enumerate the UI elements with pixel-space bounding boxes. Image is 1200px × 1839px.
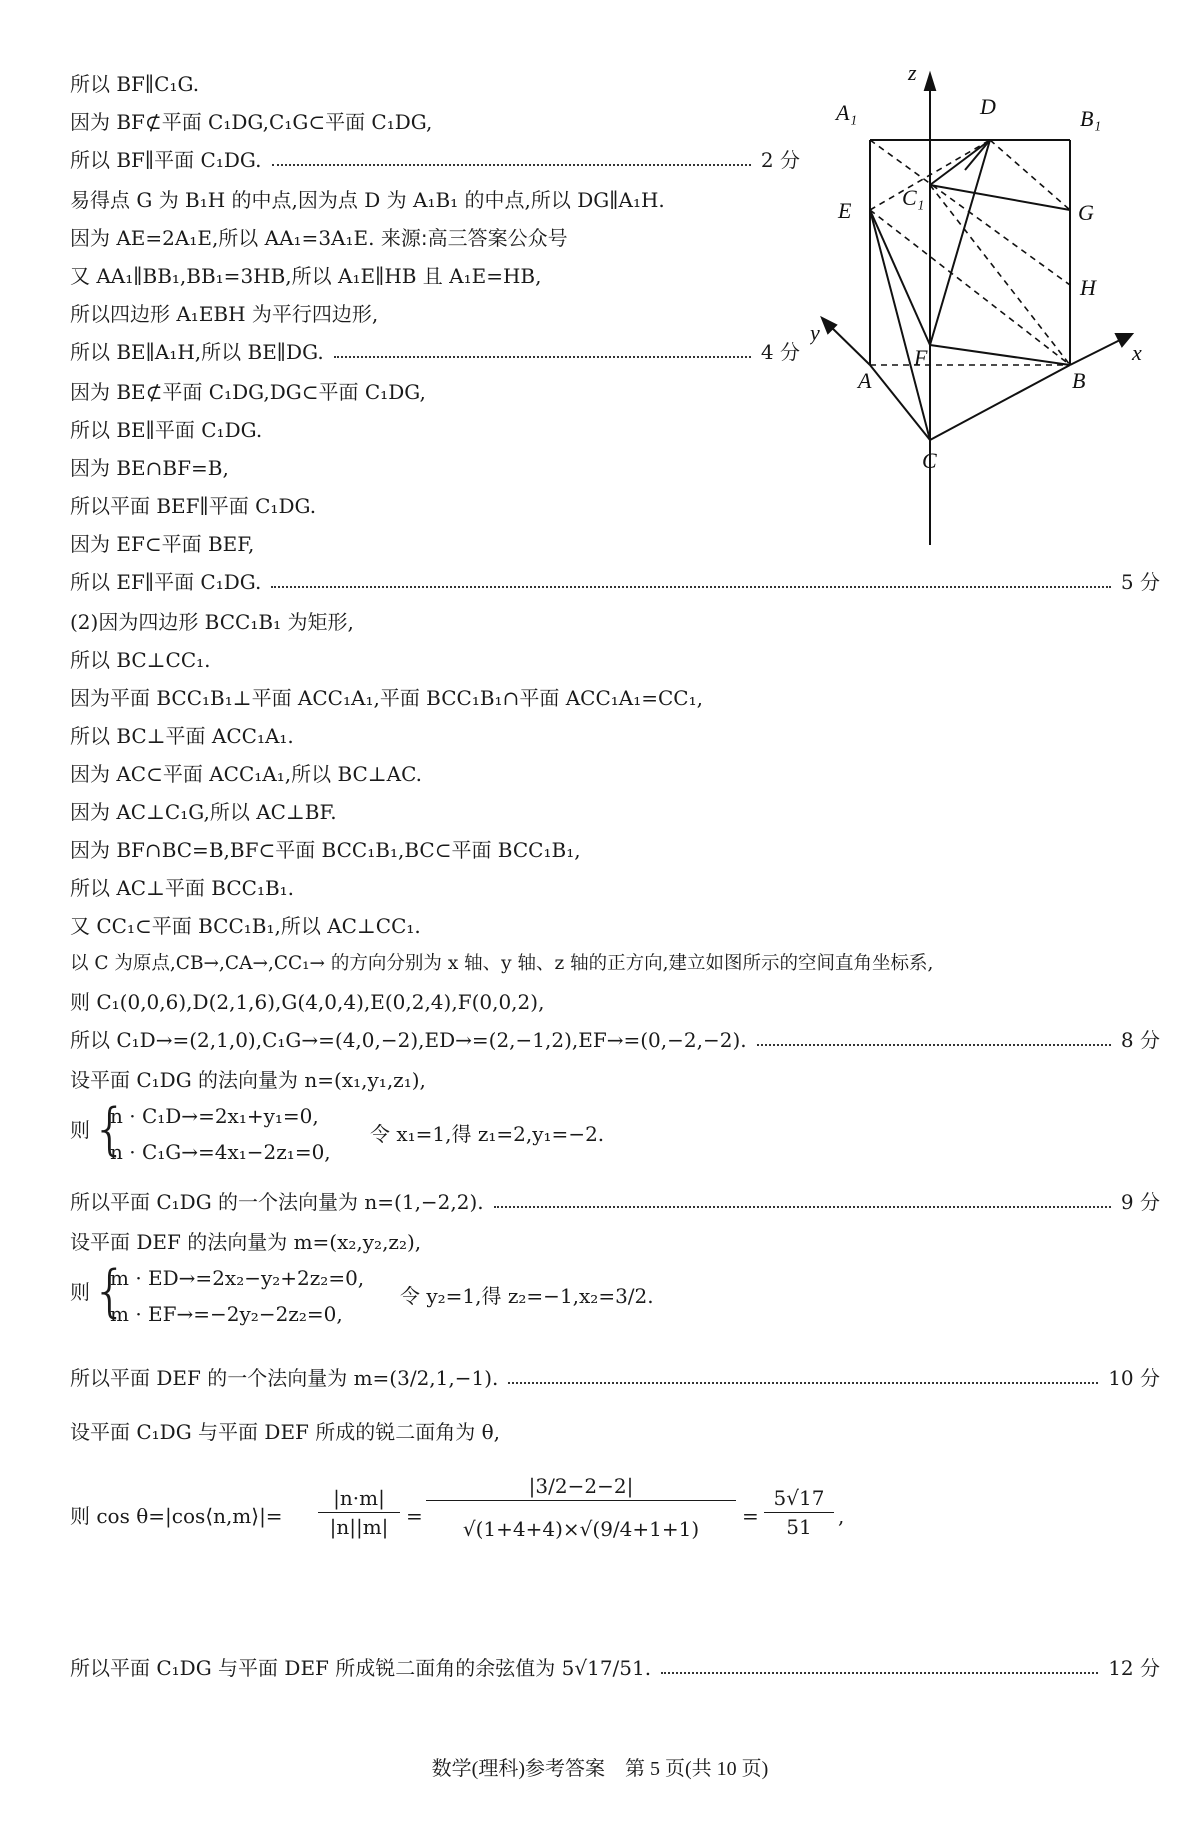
- x-axis-arrow: [1116, 334, 1132, 346]
- prism-figure: [810, 70, 1190, 550]
- page-footer: 数学(理科)参考答案 第 5 页(共 10 页): [431, 1758, 769, 1780]
- text-line: 所以平面 BEF∥平面 C₁DG.: [70, 494, 317, 518]
- score-label: 9 分: [1120, 1190, 1160, 1214]
- label-h: H: [1080, 275, 1096, 300]
- label-g: G: [1078, 200, 1094, 225]
- dot-leader: [494, 1188, 1111, 1208]
- text-line: 所以 BE∥A₁H,所以 BE∥DG.: [70, 340, 324, 364]
- score-label: 5 分: [1120, 570, 1160, 594]
- text-line: 因为 BE⊄平面 C₁DG,DG⊂平面 C₁DG,: [70, 380, 426, 404]
- text-line: 所以 AC⊥平面 BCC₁B₁.: [70, 876, 295, 900]
- fraction-normal-dot: [318, 1484, 400, 1541]
- text-span: 因为 AE=2A₁E,所以 AA₁=3A₁E.: [70, 226, 375, 250]
- dot-leader: [661, 1654, 1098, 1674]
- score-label: 10 分: [1108, 1366, 1160, 1390]
- edge-c-b: [930, 365, 1070, 440]
- text-line: 所以平面 DEF 的一个法向量为 m=(3/2,1,−1).: [70, 1366, 499, 1390]
- text-line: 因为平面 BCC₁B₁⊥平面 ACC₁A₁,平面 BCC₁B₁∩平面 ACC₁A₁=CC₁,: [70, 686, 703, 710]
- system-equation: m · ED→=2x₂−y₂+2z₂=0,: [110, 1266, 365, 1290]
- text-line: 又 CC₁⊂平面 BCC₁B₁,所以 AC⊥CC₁.: [70, 914, 421, 938]
- label-x: x: [1132, 340, 1142, 365]
- label-a: A: [858, 368, 872, 393]
- cosine-formula: [70, 1466, 1070, 1576]
- hidden-edge-d-g: [990, 140, 1070, 210]
- dot-leader: [508, 1364, 1098, 1384]
- scored-line: [70, 1364, 1160, 1392]
- text-line: 所以平面 C₁DG 的一个法向量为 n=(1,−2,2).: [70, 1190, 484, 1214]
- scored-line: [70, 568, 1160, 596]
- hidden-edge-a1-h: [870, 140, 1070, 285]
- fraction-result: [764, 1484, 834, 1541]
- hidden-edge-e-b: [870, 210, 1070, 365]
- figure-hidden-edges: [870, 140, 1070, 365]
- fraction-numerator: 5√17: [773, 1486, 825, 1510]
- system-equation: m · EF→=−2y₂−2z₂=0,: [110, 1302, 343, 1326]
- text-line: 所以 BE∥平面 C₁DG.: [70, 418, 263, 442]
- text-line: 以 C 为原点,CB→,CA→,CC₁→ 的方向分别为 x 轴、y 轴、z 轴的正方向,建立如图所示的空间直角坐标系,: [70, 953, 934, 974]
- text-line: 设平面 C₁DG 的法向量为 n=(x₁,y₁,z₁),: [70, 1068, 426, 1092]
- dot-leader: [757, 1026, 1111, 1046]
- label-b1: B₁: [1080, 106, 1102, 131]
- edge-d-f: [930, 140, 990, 345]
- watermark-text: 来源:高三答案公众号: [380, 226, 568, 250]
- score-label: 12 分: [1108, 1656, 1160, 1680]
- scored-line: [70, 1026, 1160, 1054]
- brace-glyph: {: [92, 1097, 128, 1162]
- text-line: 所以 EF∥平面 C₁DG.: [70, 570, 262, 594]
- text-line: 设平面 C₁DG 与平面 DEF 所成的锐二面角为 θ,: [70, 1420, 501, 1444]
- text-line: 因为 BE∩BF=B,: [70, 456, 229, 480]
- edge-f-b: [930, 345, 1070, 365]
- fraction-numerator: |3/2−2−2|: [528, 1474, 634, 1498]
- z-axis-arrow: [925, 74, 935, 90]
- text-line: 又 AA₁∥BB₁,BB₁=3HB,所以 A₁E∥HB 且 A₁E=HB,: [70, 264, 542, 288]
- text-line: 所以 BC⊥平面 ACC₁A₁.: [70, 724, 294, 748]
- equation-system-1: [70, 1097, 770, 1172]
- text-line: 因为 BF∩BC=B,BF⊂平面 BCC₁B₁,BC⊂平面 BCC₁B₁,: [70, 838, 581, 862]
- text-line: 则 C₁(0,0,6),D(2,1,6),G(4,0,4),E(0,2,4),F(0,0,2),: [70, 990, 545, 1014]
- scored-line: [70, 146, 800, 174]
- score-label: 2 分: [760, 148, 800, 172]
- dot-leader: [334, 338, 751, 358]
- label-d: D: [980, 94, 996, 119]
- edge-c1-d: [930, 140, 990, 185]
- edge-c1-g: [930, 185, 1070, 210]
- fraction-denominator: 51: [764, 1512, 834, 1541]
- text-line: 所以 BC⊥CC₁.: [70, 648, 211, 672]
- scored-line: [70, 1188, 1160, 1216]
- text-line: 设平面 DEF 的法向量为 m=(x₂,y₂,z₂),: [70, 1230, 422, 1254]
- system-result: 令 y₂=1,得 z₂=−1,x₂=3/2.: [400, 1284, 654, 1308]
- text-line: 因为 BF⊄平面 C₁DG,C₁G⊂平面 C₁DG,: [70, 110, 433, 134]
- cosine-lhs: 则 cos θ=|cos⟨n,m⟩|=: [70, 1504, 283, 1528]
- system-equation: n · C₁G→=4x₁−2z₁=0,: [110, 1140, 331, 1164]
- label-e: E: [838, 198, 852, 223]
- fraction-values: [426, 1472, 736, 1543]
- scored-line: [70, 1654, 1160, 1682]
- equals-sign: =: [742, 1504, 759, 1528]
- equation-system-2: [70, 1259, 830, 1334]
- text-line: 所以平面 C₁DG 与平面 DEF 所成锐二面角的余弦值为 5√17/51.: [70, 1656, 652, 1680]
- scored-line: [70, 338, 800, 366]
- label-b: B: [1072, 368, 1086, 393]
- text-line: [70, 224, 568, 252]
- figure-labels: [810, 70, 1142, 473]
- text-line: 因为 AC⊂平面 ACC₁A₁,所以 BC⊥AC.: [70, 762, 423, 786]
- text-line: 所以四边形 A₁EBH 为平行四边形,: [70, 302, 379, 326]
- text-line: (2)因为四边形 BCC₁B₁ 为矩形,: [70, 610, 354, 634]
- score-label: 4 分: [760, 340, 800, 364]
- system-prefix: 则: [70, 1280, 90, 1304]
- label-a1: A₁: [836, 100, 858, 125]
- label-c: C: [922, 448, 937, 473]
- text-line: 易得点 G 为 B₁H 的中点,因为点 D 为 A₁B₁ 的中点,所以 DG∥A₁H.: [70, 188, 665, 212]
- score-label: 8 分: [1120, 1028, 1160, 1052]
- system-result: 令 x₁=1,得 z₁=2,y₁=−2.: [370, 1122, 605, 1146]
- brace-glyph: {: [92, 1259, 128, 1324]
- label-f: F: [914, 345, 928, 370]
- dot-leader: [272, 146, 751, 166]
- system-equation: n · C₁D→=2x₁+y₁=0,: [110, 1104, 319, 1128]
- text-line: 所以 BF∥C₁G.: [70, 72, 200, 96]
- text-line: 所以 C₁D→=(2,1,0),C₁G→=(4,0,−2),ED→=(2,−1,2),EF→=(0,−2,−2).: [70, 1028, 747, 1052]
- figure-edges: [822, 74, 1132, 545]
- fraction-denominator: √(1+4+4)×√(9/4+1+1): [426, 1500, 736, 1543]
- label-c1: C₁: [902, 185, 925, 210]
- text-line: 所以 BF∥平面 C₁DG.: [70, 148, 262, 172]
- comma: ,: [838, 1504, 845, 1528]
- equals-sign: =: [406, 1504, 423, 1528]
- fraction-numerator: |n·m|: [333, 1486, 385, 1510]
- label-z: z: [908, 70, 917, 85]
- dot-leader: [271, 568, 1111, 588]
- system-prefix: 则: [70, 1118, 90, 1142]
- label-y: y: [810, 320, 820, 345]
- fraction-denominator: |n||m|: [318, 1512, 400, 1541]
- text-line: 因为 EF⊂平面 BEF,: [70, 532, 255, 556]
- text-line: 因为 AC⊥C₁G,所以 AC⊥BF.: [70, 800, 337, 824]
